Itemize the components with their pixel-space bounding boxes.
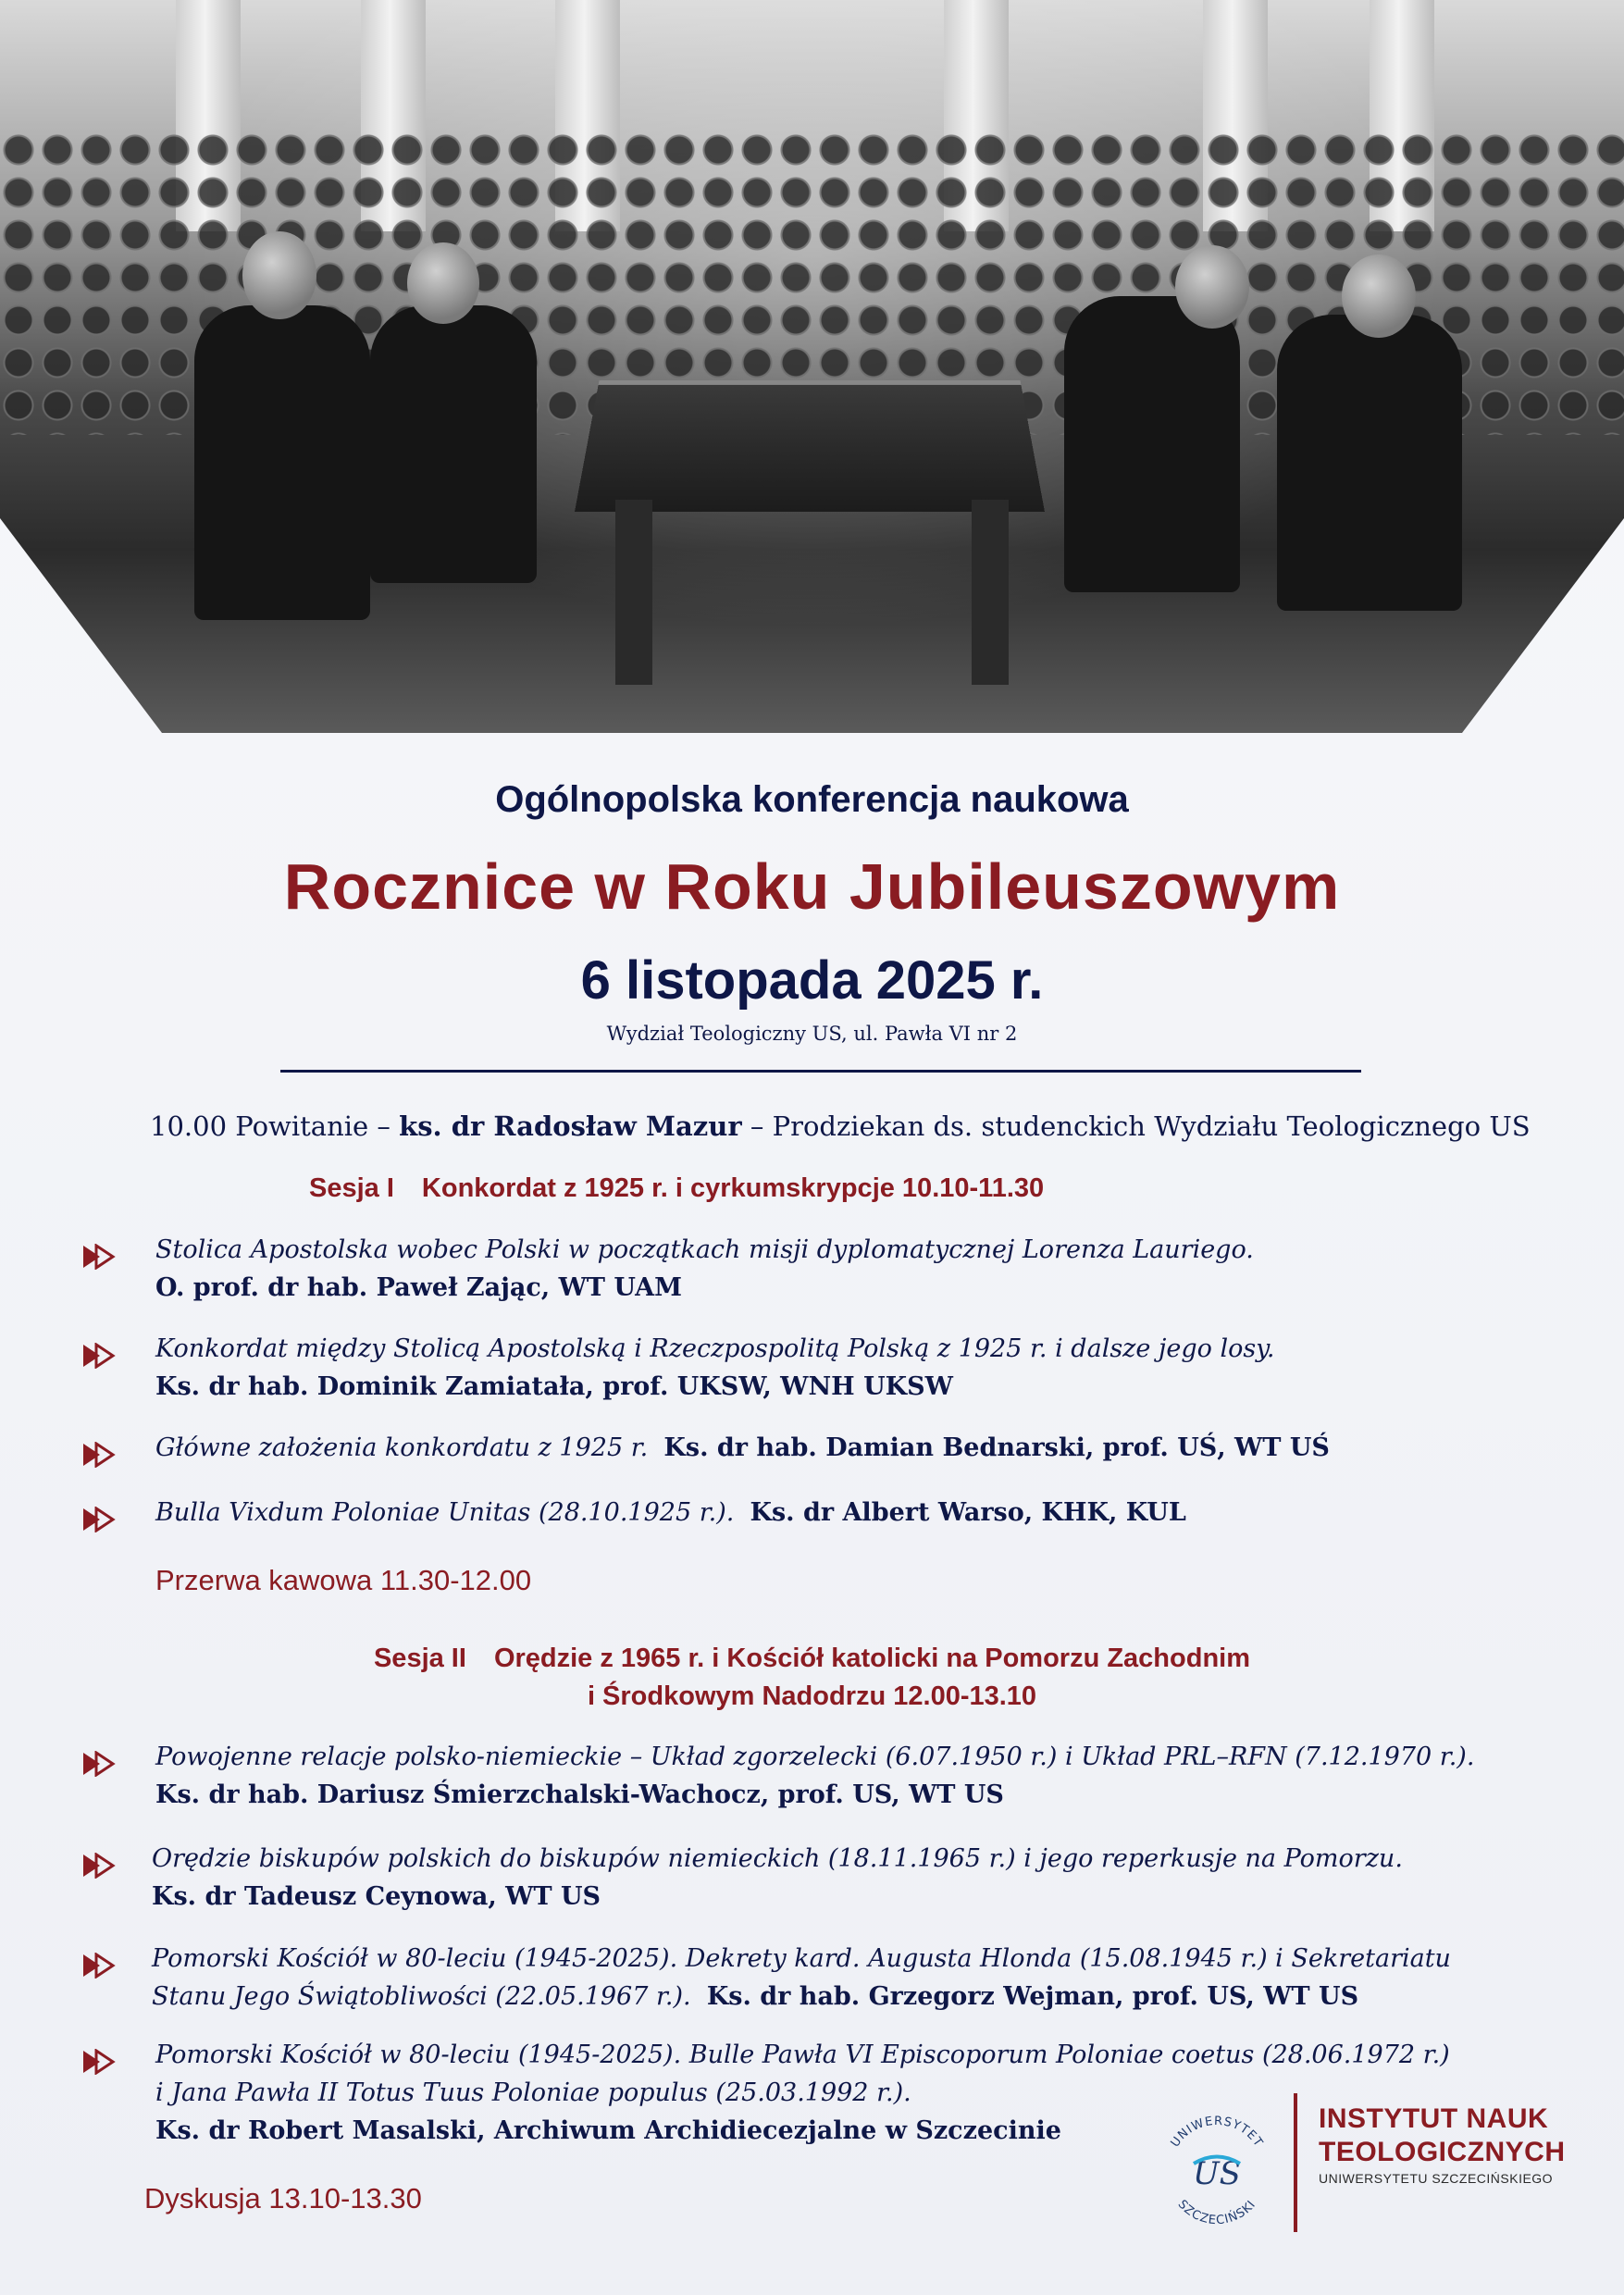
program-item-text [152,1940,1451,2016]
photo-figure [1277,315,1462,611]
photo-figure-head [242,231,316,319]
session-1-heading [309,1173,1044,1204]
institute-logo [1319,2103,1566,2186]
photo-figure-head [407,242,479,324]
talk-speaker: Ks. dr Robert Masalski, Archiwum Archidiecezjalne w Szczecinie [155,2116,1061,2145]
program-item-text [155,1494,1186,1532]
talk-title: Powojenne relacje polsko-niemieckie – Układ zgorzelecki (6.07.1950 r.) i Układ PRL–RFN (7.12.1970 r.). [155,1743,1475,1771]
talk-title: Orędzie biskupów polskich do biskupów niemieckich (18.11.1965 r.) i jego reperkusje na Pomorzu. [152,1844,1403,1873]
talk-speaker: O. prof. dr hab. Paweł Zając, WT UAM [155,1273,682,1302]
header-divider [280,1070,1361,1073]
session-2-heading-line2: i Środkowym Nadodrzu 12.00-13.10 [587,1681,1037,1711]
talk-speaker: Ks. dr hab. Damian Bednarski, prof. UŚ, WT UŚ [663,1433,1330,1462]
us-logo-bottom-text: SZCZECIŃSKI [1174,2197,1259,2228]
logo-divider [1294,2093,1297,2232]
session-2-heading [0,1644,1624,1674]
welcome-line [150,1110,1531,1142]
program-item-text [155,1429,1330,1467]
talk-title: Główne założenia konkordatu z 1925 r. [155,1433,649,1462]
conference-venue: Wydział Teologiczny US, ul. Pawła VI nr 2 [606,1023,1018,1045]
photo-table-leg [972,500,1009,685]
double-arrow-icon [83,1244,126,1270]
institute-name-line1: INSTYTUT NAUK [1319,2103,1549,2134]
conference-subtitle: Ogólnopolska konferencja naukowa [495,779,1129,820]
talk-title-line2: Stanu Jego Świątobliwości (22.05.1967 r.). [152,1982,691,2011]
talk-speaker: Ks. dr Albert Warso, KHK, KUL [750,1498,1186,1527]
talk-title: Bulla Vixdum Poloniae Unitas (28.10.1925 r.). [155,1498,735,1527]
photo-table-leg [615,500,652,685]
talk-title: Konkordat między Stolicą Apostolską i Rzeczpospolitą Polską z 1925 r. i dalsze jego losy. [155,1334,1275,1363]
program-item-text [155,1738,1474,1814]
double-arrow-icon [83,1953,126,1979]
conference-title: Rocznice w Roku Jubileuszowym [283,850,1341,923]
photo-figure-head [1342,254,1416,338]
us-logo-mark: US [1193,2155,1241,2192]
us-logo-top-text: UNIWERSYTET [1168,2114,1266,2151]
talk-title-line1: Pomorski Kościół w 80-leciu (1945-2025). Dekrety kard. Augusta Hlonda (15.08.1945 r.) i Sekretariatu [152,1944,1451,1973]
talk-speaker: Ks. dr hab. Dominik Zamiatała, prof. UKSW, WNH UKSW [155,1372,953,1401]
photo-figure-head [1175,245,1249,329]
discussion: Dyskusja 13.10-13.30 [144,2182,422,2214]
program-item-text [155,1330,1274,1406]
talk-title: Stolica Apostolska wobec Polski w początkach misji dyplomatycznej Lorenza Lauriego. [155,1235,1254,1264]
talk-speaker: Ks. dr Tadeusz Ceynowa, WT US [152,1882,601,1911]
header-photo [0,0,1624,733]
talk-speaker: Ks. dr hab. Grzegorz Wejman, prof. US, WT US [706,1982,1359,2011]
double-arrow-icon [83,2049,126,2075]
session-1-title: Konkordat z 1925 r. i cyrkumskrypcje 10.10-11.30 [421,1173,1045,1203]
talk-title-line1: Pomorski Kościół w 80-leciu (1945-2025). Bulle Pawła VI Episcoporum Poloniae coetus (28.06.1972 r.) [155,2041,1450,2069]
session-2-label: Sesja II [373,1644,466,1673]
welcome-role: – Prodziekan ds. studenckich Wydziału Teologicznego US [741,1110,1531,1142]
photo-figure [1064,296,1240,592]
welcome-time: 10.00 Powitanie – [150,1110,400,1142]
svg-text:SZCZECIŃSKI [1175,2198,1259,2227]
institute-name-line3: UNIWERSYTETU SZCZECIŃSKIEGO [1319,2171,1554,2186]
double-arrow-icon [83,1507,126,1532]
welcome-speaker: ks. dr Radosław Mazur [399,1110,742,1142]
program-item-text [152,1840,1403,1916]
photo-table [575,380,1045,512]
talk-speaker: Ks. dr hab. Dariusz Śmierzchalski-Wachocz, prof. US, WT US [155,1780,1004,1809]
coffee-break: Przerwa kawowa 11.30-12.00 [155,1564,532,1596]
program-item-text [155,1231,1254,1307]
svg-text:UNIWERSYTET [1169,2115,1266,2150]
institute-name-line2: TEOLOGICZNYCH [1319,2137,1566,2167]
university-logo [1157,2099,1277,2238]
photo-figure [370,305,537,583]
double-arrow-icon [83,1853,126,1879]
talk-title-line2: i Jana Pawła II Totus Tuus Poloniae populus (25.03.1992 r.). [155,2078,911,2107]
photo-figure [194,305,370,620]
session-2-title-line1: Orędzie z 1965 r. i Kościół katolicki na Pomorzu Zachodnim [493,1644,1251,1673]
double-arrow-icon [83,1751,126,1777]
conference-date: 6 listopada 2025 r. [580,950,1044,1011]
session-1-label: Sesja I [309,1173,394,1203]
double-arrow-icon [83,1343,126,1369]
double-arrow-icon [83,1442,126,1468]
